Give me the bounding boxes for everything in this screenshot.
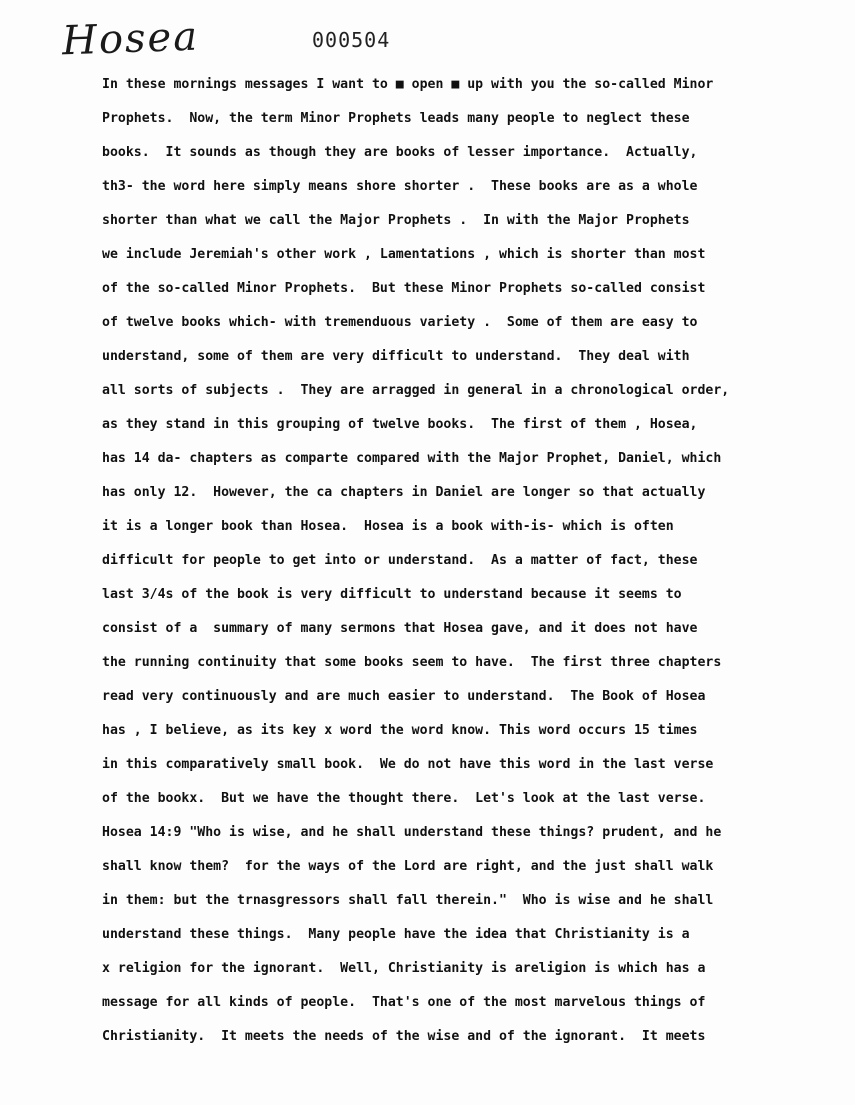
- text-line: In these mornings messages I want to ■ open ■ up with you the so-called Minor: [102, 77, 714, 92]
- text-line: in them: but the trnasgressors shall fall therein." Who is wise and he shall: [102, 893, 714, 908]
- text-line: difficult for people to get into or understand. As a matter of fact, these: [102, 553, 698, 568]
- text-line: understand, some of them are very difficult to understand. They deal with: [102, 349, 690, 364]
- text-line: the running continuity that some books seem to have. The first three chapters: [102, 655, 722, 670]
- body-text: [102, 74, 822, 1060]
- text-line: x religion for the ignorant. Well, Christianity is areligion is which has a: [102, 961, 706, 976]
- text-line: read very continuously and are much easier to understand. The Book of Hosea: [102, 689, 706, 704]
- text-line: message for all kinds of people. That's one of the most marvelous things of: [102, 995, 706, 1010]
- text-line: as they stand in this grouping of twelve books. The first of them , Hosea,: [102, 417, 698, 432]
- handwritten-title: Hosea: [61, 13, 200, 65]
- document-number: 000504: [312, 28, 391, 52]
- text-line: understand these things. Many people have the idea that Christianity is a: [102, 927, 690, 942]
- text-line: we include Jeremiah's other work , Lamentations , which is shorter than most: [102, 247, 706, 262]
- text-line: of the so-called Minor Prophets. But these Minor Prophets so-called consist: [102, 281, 706, 296]
- text-line: in this comparatively small book. We do not have this word in the last verse: [102, 757, 714, 772]
- text-line: Christianity. It meets the needs of the wise and of the ignorant. It meets: [102, 1029, 706, 1044]
- text-line: all sorts of subjects . They are arragged in general in a chronological order,: [102, 383, 730, 398]
- text-line: has only 12. However, the ca chapters in Daniel are longer so that actually: [102, 485, 706, 500]
- text-line: th3- the word here simply means shore shorter . These books are as a whole: [102, 179, 698, 194]
- text-line: Prophets. Now, the term Minor Prophets leads many people to neglect these: [102, 111, 690, 126]
- text-line: of twelve books which- with tremenduous variety . Some of them are easy to: [102, 315, 698, 330]
- text-line: of the bookx. But we have the thought there. Let's look at the last verse.: [102, 791, 706, 806]
- text-line: shorter than what we call the Major Prophets . In with the Major Prophets: [102, 213, 690, 228]
- text-line: last 3/4s of the book is very difficult to understand because it seems to: [102, 587, 682, 602]
- text-line: has 14 da- chapters as comparte compared with the Major Prophet, Daniel, which: [102, 451, 722, 466]
- text-line: consist of a summary of many sermons that Hosea gave, and it does not have: [102, 621, 698, 636]
- text-line: has , I believe, as its key x word the word know. This word occurs 15 times: [102, 723, 698, 738]
- text-line: books. It sounds as though they are books of lesser importance. Actually,: [102, 145, 698, 160]
- text-line: Hosea 14:9 "Who is wise, and he shall understand these things? prudent, and he: [102, 825, 722, 840]
- text-line: it is a longer book than Hosea. Hosea is a book with-is- which is often: [102, 519, 674, 534]
- text-line: shall know them? for the ways of the Lord are right, and the just shall walk: [102, 859, 714, 874]
